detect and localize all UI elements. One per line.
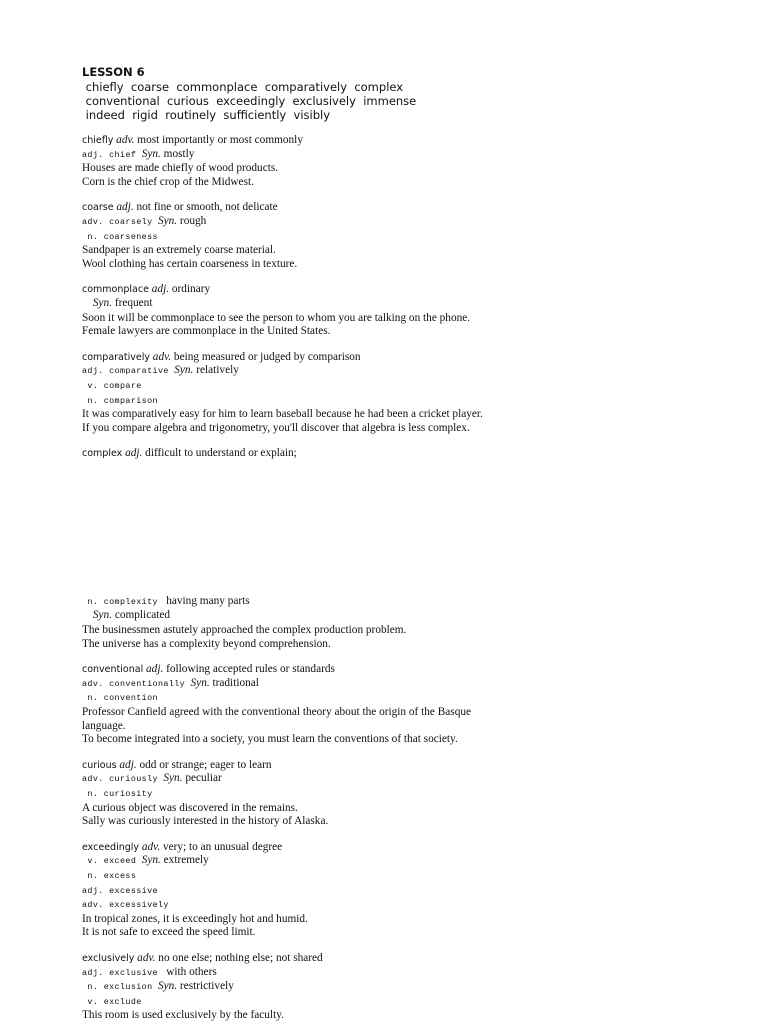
definition: very; to an unusual degree [160, 840, 283, 853]
example-sentence: Sandpaper is an extremely coarse material. [82, 244, 276, 257]
headword: curious [82, 759, 117, 771]
example-sentence: A curious object was discovered in the remains. [82, 801, 298, 814]
word-form: n. curiosity [82, 789, 153, 799]
word-form: n. complexity [82, 596, 164, 607]
example-sentence: Houses are made chiefly of wood products. [82, 162, 279, 175]
word-form-line [82, 995, 722, 1010]
entry-headline [82, 663, 722, 677]
synonym-label: Syn. [157, 980, 178, 993]
word-form: n. coarseness [82, 231, 158, 242]
word-form: n. comparison [82, 395, 158, 406]
synonym-label: Syn. [141, 854, 161, 867]
definition: following accepted rules or standards [163, 663, 335, 676]
example-sentence: It was comparatively easy for him to learn baseball because he had been a cricket player. [82, 408, 483, 421]
part-of-speech: adv. [137, 951, 156, 964]
word-form: adv. excessively [82, 900, 169, 911]
word-list-line: conventional curious exceedingly exclusively immense [82, 94, 417, 108]
part-of-speech: adj. [125, 447, 143, 460]
headword: chiefly [82, 135, 114, 146]
word-form: adj. exclusive [82, 967, 164, 978]
synonym-label: Syn. [92, 609, 112, 622]
definition: no one else; nothing else; not shared [155, 951, 323, 964]
definition: ordinary [169, 283, 211, 296]
word-form-line [82, 297, 722, 312]
part-of-speech: adj. [146, 663, 164, 676]
synonym: mostly [160, 147, 195, 160]
word-form-line [82, 854, 722, 869]
word-form-line [82, 230, 722, 245]
synonym: rough [177, 214, 207, 227]
synonym-label: Syn. [163, 772, 183, 785]
entry-headline [82, 759, 722, 773]
headword: conventional [82, 664, 144, 676]
example-sentence: Corn is the chief crop of the Midwest. [82, 175, 254, 188]
entry-headline [82, 351, 722, 365]
word-form-line [82, 148, 722, 163]
synonym: complicated [112, 609, 171, 622]
example-sentence: Wool clothing has certain coarseness in texture. [82, 257, 298, 270]
word-form: n. exclusion [82, 982, 158, 993]
definition: difficult to understand or explain; [142, 447, 297, 460]
entry-coarse [82, 201, 722, 271]
word-form-line [82, 869, 722, 884]
definition: odd or strange; eager to learn [136, 758, 272, 771]
word-form: adj. excessive [82, 885, 158, 896]
example-sentence: Soon it will be commonplace to see the person to whom you are talking on the phone. [82, 311, 471, 324]
synonym-label: Syn. [174, 364, 194, 377]
entry-exceedingly [82, 841, 722, 940]
example-sentence: It is not safe to exceed the speed limit. [82, 926, 256, 939]
entry-headline [82, 201, 722, 215]
part-of-speech: adv. [152, 350, 172, 363]
entry-comparatively [82, 351, 722, 436]
word-form-line [82, 787, 722, 802]
definition: not fine or smooth, not delicate [133, 201, 278, 214]
example-sentence: To become integrated into a society, you must learn the conventions of that society. [82, 733, 458, 746]
synonym: traditional [209, 676, 259, 689]
word-form [82, 611, 93, 621]
headword: coarse [82, 202, 114, 214]
part-of-speech: adj. [151, 283, 170, 296]
word-form-line [82, 595, 722, 610]
word-form: adv. curiously [82, 774, 164, 785]
example-sentence: The businessmen astutely approached the complex production problem. [82, 624, 407, 637]
headword: commonplace [82, 284, 149, 296]
entry-headline [82, 447, 722, 461]
part-of-speech: adj. [116, 201, 134, 214]
word-form-line [82, 772, 722, 787]
entry-complex [82, 447, 722, 651]
word-form: adv. conventionally [82, 678, 191, 689]
entry-chiefly [82, 134, 722, 189]
word-form: adj. chief [82, 149, 142, 160]
definition: being measured or judged by comparison [171, 350, 361, 363]
synonym-label: Syn. [190, 676, 210, 689]
synonym-label: Syn. [92, 296, 112, 309]
example-sentence: In tropical zones, it is exceedingly hot and humid. [82, 912, 308, 925]
part-of-speech: adj. [119, 758, 137, 771]
word-form-line [82, 394, 722, 409]
blank-space [82, 461, 722, 595]
word-form [82, 299, 93, 309]
entry-commonplace [82, 283, 722, 338]
definition: most importantly or most commonly [134, 134, 303, 146]
word-form-line [82, 379, 722, 394]
entry-headline [82, 134, 722, 148]
entry-conventional [82, 663, 722, 747]
entry-exclusively [82, 952, 722, 1023]
synonym-label: Syn. [141, 147, 161, 160]
synonym-label: Syn. [157, 214, 178, 227]
synonym: restrictively [177, 980, 234, 993]
word-form-line [82, 884, 722, 899]
word-form-line [82, 364, 722, 379]
synonym: peculiar [182, 772, 222, 785]
example-sentence: This room is used exclusively by the faculty. [82, 1009, 284, 1022]
headword: comparatively [82, 351, 150, 363]
synonym: extremely [160, 854, 209, 867]
word-form: v. exceed [82, 856, 142, 867]
lesson-title: LESSON 6 [82, 65, 145, 79]
example-sentence: Professor Canfield agreed with the conventional theory about the origin of the Basque language. [82, 706, 472, 732]
part-of-speech: adv. [116, 134, 135, 146]
word-form: v. compare [82, 380, 142, 391]
word-form: n. convention [82, 693, 158, 704]
headword: exclusively [82, 952, 135, 964]
entry-curious [82, 759, 722, 829]
word-form: adv. coarsely [82, 216, 158, 227]
word-form-line [82, 609, 722, 624]
word-form-line [82, 691, 722, 706]
word-form: v. exclude [82, 996, 142, 1007]
example-sentence: Female lawyers are commonplace in the United States. [82, 325, 331, 338]
word-form-line [82, 966, 722, 981]
synonym: with others [163, 965, 217, 978]
word-form-line [82, 677, 722, 692]
word-form-line [82, 215, 722, 230]
part-of-speech: adv. [141, 840, 161, 853]
entry-headline [82, 952, 722, 966]
word-form: n. excess [82, 870, 137, 881]
example-sentence: Sally was curiously interested in the history of Alaska. [82, 815, 329, 828]
entry-headline [82, 283, 722, 297]
word-list-line: chiefly coarse commonplace comparatively complex [82, 80, 404, 94]
vocabulary-entries [82, 134, 722, 1023]
synonym: having many parts [163, 594, 250, 607]
example-sentence: The universe has a complexity beyond comprehension. [82, 637, 331, 650]
word-list-line: indeed rigid routinely sufficiently visibly [82, 108, 330, 122]
synonym: frequent [112, 296, 153, 309]
entry-headline [82, 841, 722, 855]
document-page [82, 64, 722, 1023]
headword: complex [82, 448, 123, 460]
example-sentence: If you compare algebra and trigonometry, you'll discover that algebra is less complex. [82, 421, 470, 434]
word-form: adj. comparative [82, 366, 175, 377]
headword: exceedingly [82, 841, 140, 853]
synonym: relatively [193, 364, 239, 377]
word-form-line [82, 980, 722, 995]
word-form-line [82, 898, 722, 913]
